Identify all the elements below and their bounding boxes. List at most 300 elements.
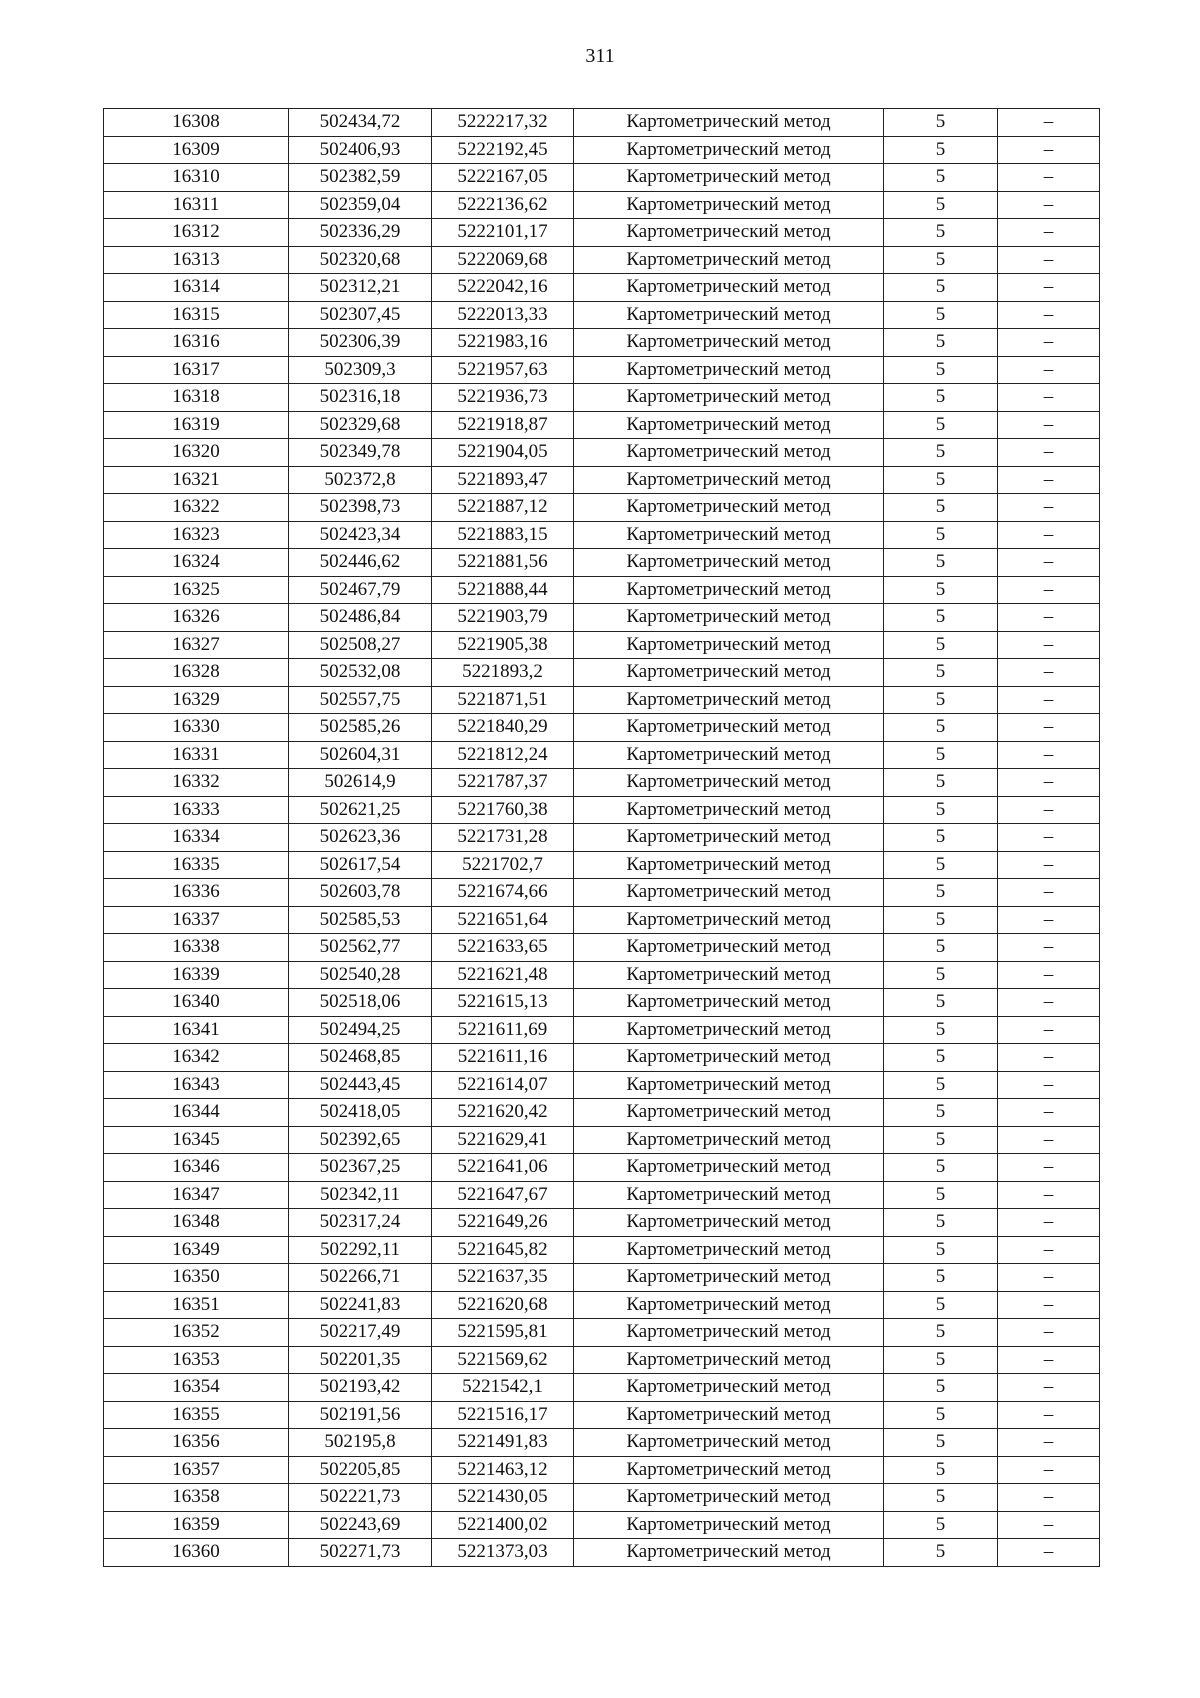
x-coordinate-cell: 502221,73 [289, 1484, 432, 1512]
table-row [104, 1539, 1100, 1567]
note-cell: – [998, 1044, 1100, 1072]
note-cell: – [998, 246, 1100, 274]
table-row [104, 411, 1100, 439]
note-cell: – [998, 411, 1100, 439]
method-cell: Картометрический метод [574, 879, 884, 907]
accuracy-cell: 5 [884, 879, 998, 907]
table-row [104, 1154, 1100, 1182]
note-cell: – [998, 439, 1100, 467]
y-coordinate-cell: 5221621,48 [432, 961, 574, 989]
table-row [104, 164, 1100, 192]
point-number-cell: 16344 [104, 1099, 289, 1127]
x-coordinate-cell: 502532,08 [289, 659, 432, 687]
y-coordinate-cell: 5221904,05 [432, 439, 574, 467]
coordinates-table [103, 108, 1100, 1567]
accuracy-cell: 5 [884, 521, 998, 549]
method-cell: Картометрический метод [574, 631, 884, 659]
point-number-cell: 16316 [104, 329, 289, 357]
point-number-cell: 16347 [104, 1181, 289, 1209]
point-number-cell: 16333 [104, 796, 289, 824]
method-cell: Картометрический метод [574, 494, 884, 522]
table-row [104, 1209, 1100, 1237]
method-cell: Картометрический метод [574, 549, 884, 577]
note-cell: – [998, 989, 1100, 1017]
method-cell: Картометрический метод [574, 1209, 884, 1237]
method-cell: Картометрический метод [574, 824, 884, 852]
accuracy-cell: 5 [884, 659, 998, 687]
accuracy-cell: 5 [884, 1181, 998, 1209]
point-number-cell: 16321 [104, 466, 289, 494]
x-coordinate-cell: 502392,65 [289, 1126, 432, 1154]
accuracy-cell: 5 [884, 851, 998, 879]
y-coordinate-cell: 5221614,07 [432, 1071, 574, 1099]
note-cell: – [998, 1374, 1100, 1402]
note-cell: – [998, 906, 1100, 934]
table-row [104, 1099, 1100, 1127]
x-coordinate-cell: 502604,31 [289, 741, 432, 769]
x-coordinate-cell: 502486,84 [289, 604, 432, 632]
x-coordinate-cell: 502241,83 [289, 1291, 432, 1319]
note-cell: – [998, 1539, 1100, 1567]
table-row [104, 219, 1100, 247]
table-row [104, 1456, 1100, 1484]
point-number-cell: 16318 [104, 384, 289, 412]
x-coordinate-cell: 502367,25 [289, 1154, 432, 1182]
y-coordinate-cell: 5221647,67 [432, 1181, 574, 1209]
method-cell: Картометрический метод [574, 1044, 884, 1072]
y-coordinate-cell: 5221893,47 [432, 466, 574, 494]
method-cell: Картометрический метод [574, 164, 884, 192]
point-number-cell: 16339 [104, 961, 289, 989]
x-coordinate-cell: 502434,72 [289, 109, 432, 137]
y-coordinate-cell: 5221542,1 [432, 1374, 574, 1402]
x-coordinate-cell: 502306,39 [289, 329, 432, 357]
method-cell: Картометрический метод [574, 659, 884, 687]
x-coordinate-cell: 502243,69 [289, 1511, 432, 1539]
note-cell: – [998, 356, 1100, 384]
note-cell: – [998, 164, 1100, 192]
method-cell: Картометрический метод [574, 246, 884, 274]
x-coordinate-cell: 502312,21 [289, 274, 432, 302]
point-number-cell: 16343 [104, 1071, 289, 1099]
accuracy-cell: 5 [884, 604, 998, 632]
method-cell: Картометрический метод [574, 219, 884, 247]
method-cell: Картометрический метод [574, 796, 884, 824]
note-cell: – [998, 1346, 1100, 1374]
method-cell: Картометрический метод [574, 191, 884, 219]
note-cell: – [998, 824, 1100, 852]
point-number-cell: 16341 [104, 1016, 289, 1044]
table-row [104, 1291, 1100, 1319]
note-cell: – [998, 1291, 1100, 1319]
method-cell: Картометрический метод [574, 576, 884, 604]
x-coordinate-cell: 502557,75 [289, 686, 432, 714]
note-cell: – [998, 604, 1100, 632]
accuracy-cell: 5 [884, 961, 998, 989]
point-number-cell: 16308 [104, 109, 289, 137]
table-row [104, 1319, 1100, 1347]
accuracy-cell: 5 [884, 1291, 998, 1319]
method-cell: Картометрический метод [574, 1126, 884, 1154]
point-number-cell: 16313 [104, 246, 289, 274]
table-row [104, 439, 1100, 467]
table-row [104, 329, 1100, 357]
y-coordinate-cell: 5221731,28 [432, 824, 574, 852]
point-number-cell: 16353 [104, 1346, 289, 1374]
table-row [104, 301, 1100, 329]
x-coordinate-cell: 502266,71 [289, 1264, 432, 1292]
accuracy-cell: 5 [884, 1539, 998, 1567]
point-number-cell: 16345 [104, 1126, 289, 1154]
method-cell: Картометрический метод [574, 1264, 884, 1292]
table-row [104, 1346, 1100, 1374]
method-cell: Картометрический метод [574, 1346, 884, 1374]
note-cell: – [998, 466, 1100, 494]
x-coordinate-cell: 502603,78 [289, 879, 432, 907]
x-coordinate-cell: 502307,45 [289, 301, 432, 329]
note-cell: – [998, 1071, 1100, 1099]
table-row [104, 356, 1100, 384]
accuracy-cell: 5 [884, 494, 998, 522]
point-number-cell: 16326 [104, 604, 289, 632]
y-coordinate-cell: 5221651,64 [432, 906, 574, 934]
accuracy-cell: 5 [884, 769, 998, 797]
method-cell: Картометрический метод [574, 521, 884, 549]
accuracy-cell: 5 [884, 1209, 998, 1237]
accuracy-cell: 5 [884, 439, 998, 467]
accuracy-cell: 5 [884, 1236, 998, 1264]
point-number-cell: 16340 [104, 989, 289, 1017]
note-cell: – [998, 741, 1100, 769]
y-coordinate-cell: 5222013,33 [432, 301, 574, 329]
x-coordinate-cell: 502585,53 [289, 906, 432, 934]
point-number-cell: 16352 [104, 1319, 289, 1347]
y-coordinate-cell: 5221373,03 [432, 1539, 574, 1567]
x-coordinate-cell: 502423,34 [289, 521, 432, 549]
table-row [104, 1374, 1100, 1402]
note-cell: – [998, 274, 1100, 302]
table-row [104, 906, 1100, 934]
table-row [104, 879, 1100, 907]
accuracy-cell: 5 [884, 384, 998, 412]
point-number-cell: 16312 [104, 219, 289, 247]
method-cell: Картометрический метод [574, 1484, 884, 1512]
accuracy-cell: 5 [884, 934, 998, 962]
accuracy-cell: 5 [884, 714, 998, 742]
point-number-cell: 16329 [104, 686, 289, 714]
method-cell: Картометрический метод [574, 1374, 884, 1402]
note-cell: – [998, 686, 1100, 714]
table-row [104, 136, 1100, 164]
method-cell: Картометрический метод [574, 1319, 884, 1347]
accuracy-cell: 5 [884, 631, 998, 659]
table-row [104, 1016, 1100, 1044]
method-cell: Картометрический метод [574, 1429, 884, 1457]
note-cell: – [998, 1126, 1100, 1154]
y-coordinate-cell: 5221883,15 [432, 521, 574, 549]
point-number-cell: 16350 [104, 1264, 289, 1292]
method-cell: Картометрический метод [574, 411, 884, 439]
point-number-cell: 16356 [104, 1429, 289, 1457]
point-number-cell: 16338 [104, 934, 289, 962]
method-cell: Картометрический метод [574, 1071, 884, 1099]
point-number-cell: 16346 [104, 1154, 289, 1182]
point-number-cell: 16309 [104, 136, 289, 164]
point-number-cell: 16351 [104, 1291, 289, 1319]
point-number-cell: 16315 [104, 301, 289, 329]
accuracy-cell: 5 [884, 219, 998, 247]
note-cell: – [998, 934, 1100, 962]
y-coordinate-cell: 5221760,38 [432, 796, 574, 824]
accuracy-cell: 5 [884, 906, 998, 934]
note-cell: – [998, 659, 1100, 687]
table-row [104, 604, 1100, 632]
method-cell: Картометрический метод [574, 109, 884, 137]
x-coordinate-cell: 502398,73 [289, 494, 432, 522]
x-coordinate-cell: 502320,68 [289, 246, 432, 274]
table-row [104, 1044, 1100, 1072]
point-number-cell: 16311 [104, 191, 289, 219]
table-row [104, 769, 1100, 797]
table-row [104, 1429, 1100, 1457]
y-coordinate-cell: 5221983,16 [432, 329, 574, 357]
y-coordinate-cell: 5221888,44 [432, 576, 574, 604]
point-number-cell: 16330 [104, 714, 289, 742]
note-cell: – [998, 1264, 1100, 1292]
x-coordinate-cell: 502271,73 [289, 1539, 432, 1567]
y-coordinate-cell: 5221491,83 [432, 1429, 574, 1457]
accuracy-cell: 5 [884, 686, 998, 714]
y-coordinate-cell: 5221516,17 [432, 1401, 574, 1429]
x-coordinate-cell: 502494,25 [289, 1016, 432, 1044]
note-cell: – [998, 384, 1100, 412]
note-cell: – [998, 191, 1100, 219]
table-row [104, 1511, 1100, 1539]
point-number-cell: 16360 [104, 1539, 289, 1567]
y-coordinate-cell: 5221787,37 [432, 769, 574, 797]
method-cell: Картометрический метод [574, 384, 884, 412]
note-cell: – [998, 961, 1100, 989]
table-row [104, 494, 1100, 522]
method-cell: Картометрический метод [574, 1236, 884, 1264]
y-coordinate-cell: 5221633,65 [432, 934, 574, 962]
method-cell: Картометрический метод [574, 136, 884, 164]
accuracy-cell: 5 [884, 1374, 998, 1402]
y-coordinate-cell: 5222101,17 [432, 219, 574, 247]
coordinates-table-body [104, 109, 1100, 1567]
table-row [104, 246, 1100, 274]
accuracy-cell: 5 [884, 274, 998, 302]
table-row [104, 989, 1100, 1017]
table-row [104, 1264, 1100, 1292]
x-coordinate-cell: 502309,3 [289, 356, 432, 384]
table-row [104, 741, 1100, 769]
note-cell: – [998, 1154, 1100, 1182]
method-cell: Картометрический метод [574, 906, 884, 934]
table-row [104, 824, 1100, 852]
accuracy-cell: 5 [884, 1456, 998, 1484]
table-row [104, 521, 1100, 549]
point-number-cell: 16359 [104, 1511, 289, 1539]
point-number-cell: 16354 [104, 1374, 289, 1402]
accuracy-cell: 5 [884, 989, 998, 1017]
table-row [104, 1126, 1100, 1154]
y-coordinate-cell: 5221903,79 [432, 604, 574, 632]
note-cell: – [998, 1236, 1100, 1264]
note-cell: – [998, 1181, 1100, 1209]
note-cell: – [998, 136, 1100, 164]
note-cell: – [998, 879, 1100, 907]
accuracy-cell: 5 [884, 1154, 998, 1182]
table-row [104, 796, 1100, 824]
y-coordinate-cell: 5221957,63 [432, 356, 574, 384]
y-coordinate-cell: 5221641,06 [432, 1154, 574, 1182]
note-cell: – [998, 329, 1100, 357]
method-cell: Картометрический метод [574, 1456, 884, 1484]
method-cell: Картометрический метод [574, 1401, 884, 1429]
accuracy-cell: 5 [884, 329, 998, 357]
method-cell: Картометрический метод [574, 769, 884, 797]
y-coordinate-cell: 5221463,12 [432, 1456, 574, 1484]
accuracy-cell: 5 [884, 136, 998, 164]
x-coordinate-cell: 502342,11 [289, 1181, 432, 1209]
accuracy-cell: 5 [884, 1319, 998, 1347]
y-coordinate-cell: 5222167,05 [432, 164, 574, 192]
x-coordinate-cell: 502467,79 [289, 576, 432, 604]
accuracy-cell: 5 [884, 411, 998, 439]
point-number-cell: 16349 [104, 1236, 289, 1264]
note-cell: – [998, 494, 1100, 522]
point-number-cell: 16355 [104, 1401, 289, 1429]
table-row [104, 1236, 1100, 1264]
note-cell: – [998, 301, 1100, 329]
note-cell: – [998, 1099, 1100, 1127]
table-row [104, 961, 1100, 989]
y-coordinate-cell: 5221905,38 [432, 631, 574, 659]
point-number-cell: 16331 [104, 741, 289, 769]
x-coordinate-cell: 502359,04 [289, 191, 432, 219]
y-coordinate-cell: 5221649,26 [432, 1209, 574, 1237]
note-cell: – [998, 1319, 1100, 1347]
table-row [104, 1401, 1100, 1429]
accuracy-cell: 5 [884, 576, 998, 604]
table-row [104, 1484, 1100, 1512]
table-row [104, 109, 1100, 137]
method-cell: Картометрический метод [574, 1154, 884, 1182]
accuracy-cell: 5 [884, 1511, 998, 1539]
method-cell: Картометрический метод [574, 851, 884, 879]
table-row [104, 631, 1100, 659]
accuracy-cell: 5 [884, 1429, 998, 1457]
note-cell: – [998, 796, 1100, 824]
accuracy-cell: 5 [884, 1099, 998, 1127]
x-coordinate-cell: 502443,45 [289, 1071, 432, 1099]
y-coordinate-cell: 5221400,02 [432, 1511, 574, 1539]
x-coordinate-cell: 502508,27 [289, 631, 432, 659]
y-coordinate-cell: 5222217,32 [432, 109, 574, 137]
x-coordinate-cell: 502316,18 [289, 384, 432, 412]
method-cell: Картометрический метод [574, 1291, 884, 1319]
method-cell: Картометрический метод [574, 274, 884, 302]
note-cell: – [998, 714, 1100, 742]
x-coordinate-cell: 502382,59 [289, 164, 432, 192]
method-cell: Картометрический метод [574, 329, 884, 357]
x-coordinate-cell: 502518,06 [289, 989, 432, 1017]
accuracy-cell: 5 [884, 1126, 998, 1154]
note-cell: – [998, 1401, 1100, 1429]
y-coordinate-cell: 5221936,73 [432, 384, 574, 412]
table-row [104, 1071, 1100, 1099]
accuracy-cell: 5 [884, 246, 998, 274]
y-coordinate-cell: 5222069,68 [432, 246, 574, 274]
method-cell: Картометрический метод [574, 686, 884, 714]
accuracy-cell: 5 [884, 109, 998, 137]
x-coordinate-cell: 502317,24 [289, 1209, 432, 1237]
point-number-cell: 16342 [104, 1044, 289, 1072]
method-cell: Картометрический метод [574, 1181, 884, 1209]
accuracy-cell: 5 [884, 824, 998, 852]
accuracy-cell: 5 [884, 1044, 998, 1072]
method-cell: Картометрический метод [574, 934, 884, 962]
y-coordinate-cell: 5222042,16 [432, 274, 574, 302]
point-number-cell: 16334 [104, 824, 289, 852]
method-cell: Картометрический метод [574, 604, 884, 632]
table-row [104, 659, 1100, 687]
y-coordinate-cell: 5221629,41 [432, 1126, 574, 1154]
x-coordinate-cell: 502349,78 [289, 439, 432, 467]
accuracy-cell: 5 [884, 1346, 998, 1374]
y-coordinate-cell: 5221871,51 [432, 686, 574, 714]
point-number-cell: 16327 [104, 631, 289, 659]
point-number-cell: 16358 [104, 1484, 289, 1512]
accuracy-cell: 5 [884, 549, 998, 577]
note-cell: – [998, 576, 1100, 604]
point-number-cell: 16324 [104, 549, 289, 577]
x-coordinate-cell: 502336,29 [289, 219, 432, 247]
point-number-cell: 16322 [104, 494, 289, 522]
method-cell: Картометрический метод [574, 741, 884, 769]
table-row [104, 274, 1100, 302]
point-number-cell: 16310 [104, 164, 289, 192]
accuracy-cell: 5 [884, 164, 998, 192]
y-coordinate-cell: 5221893,2 [432, 659, 574, 687]
y-coordinate-cell: 5221674,66 [432, 879, 574, 907]
y-coordinate-cell: 5221812,24 [432, 741, 574, 769]
y-coordinate-cell: 5221840,29 [432, 714, 574, 742]
method-cell: Картометрический метод [574, 1099, 884, 1127]
x-coordinate-cell: 502191,56 [289, 1401, 432, 1429]
accuracy-cell: 5 [884, 301, 998, 329]
point-number-cell: 16320 [104, 439, 289, 467]
table-row [104, 191, 1100, 219]
method-cell: Картометрический метод [574, 714, 884, 742]
y-coordinate-cell: 5221637,35 [432, 1264, 574, 1292]
table-row [104, 714, 1100, 742]
method-cell: Картометрический метод [574, 439, 884, 467]
table-row [104, 686, 1100, 714]
method-cell: Картометрический метод [574, 989, 884, 1017]
point-number-cell: 16335 [104, 851, 289, 879]
y-coordinate-cell: 5221595,81 [432, 1319, 574, 1347]
y-coordinate-cell: 5221611,16 [432, 1044, 574, 1072]
accuracy-cell: 5 [884, 1401, 998, 1429]
accuracy-cell: 5 [884, 466, 998, 494]
method-cell: Картометрический метод [574, 356, 884, 384]
x-coordinate-cell: 502406,93 [289, 136, 432, 164]
note-cell: – [998, 1484, 1100, 1512]
x-coordinate-cell: 502614,9 [289, 769, 432, 797]
note-cell: – [998, 521, 1100, 549]
